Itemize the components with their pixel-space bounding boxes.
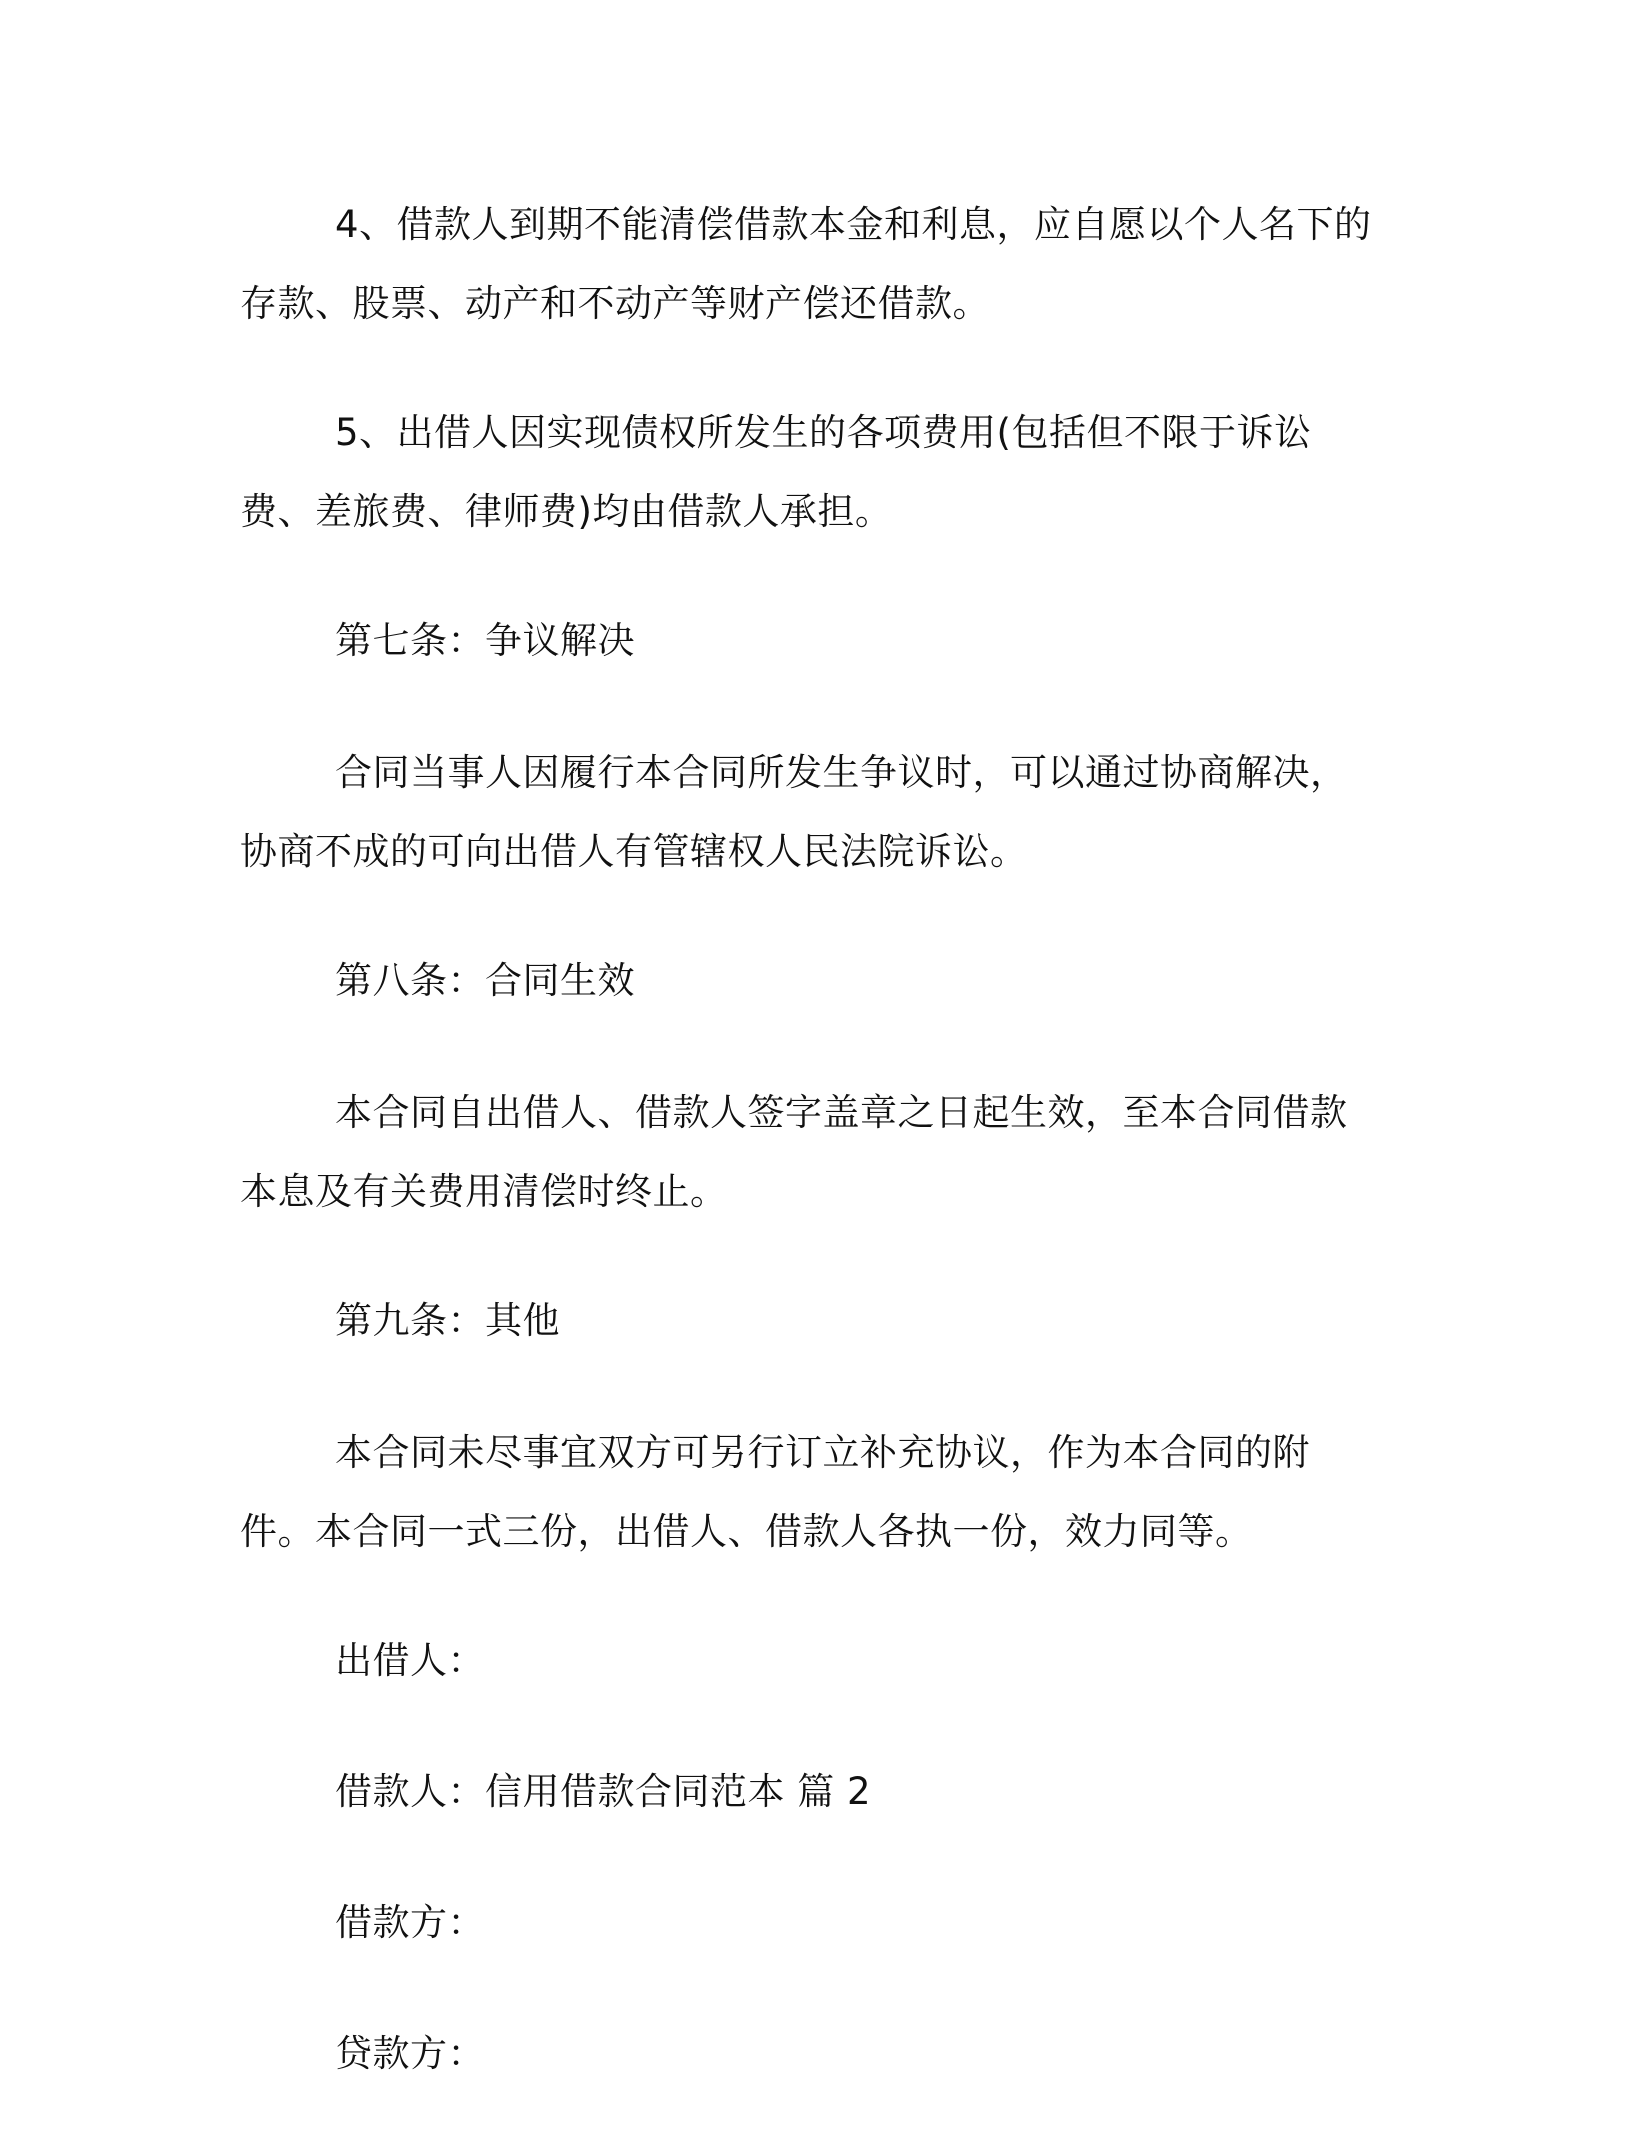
clause-8-body: 本合同自出借人、借款人签字盖章之日起生效，至本合同借款本息及有关费用清偿时终止。 xyxy=(240,1091,1348,1213)
document-body xyxy=(240,185,1380,2145)
borrower-label: 借款人：信用借款合同范本 篇 2 xyxy=(335,1770,872,1813)
clause-6-item-4: 4、借款人到期不能清偿借款本金和利息，应自愿以个人名下的存款、股票、动产和不动产等财产偿还借款。 xyxy=(240,203,1372,325)
clause-8-heading: 第八条：合同生效 xyxy=(335,959,635,1002)
lender-label: 出借人： xyxy=(335,1639,485,1682)
clause-9-body: 本合同未尽事宜双方可另行订立补充协议，作为本合同的附件。本合同一式三份，出借人、借款人各执一份，效力同等。 xyxy=(240,1431,1310,1553)
clause-7-heading: 第七条：争议解决 xyxy=(335,619,635,662)
clause-7-body: 合同当事人因履行本合同所发生争议时，可以通过协商解决，协商不成的可向出借人有管辖权人民法院诉讼。 xyxy=(240,751,1348,873)
lending-party-label: 贷款方： xyxy=(335,2032,485,2075)
borrowing-party-label: 借款方： xyxy=(335,1901,485,1944)
clause-9-heading: 第九条：其他 xyxy=(335,1299,560,1342)
clause-6-item-5: 5、出借人因实现债权所发生的各项费用(包括但不限于诉讼费、差旅费、律师费)均由借款人承担。 xyxy=(240,411,1312,533)
